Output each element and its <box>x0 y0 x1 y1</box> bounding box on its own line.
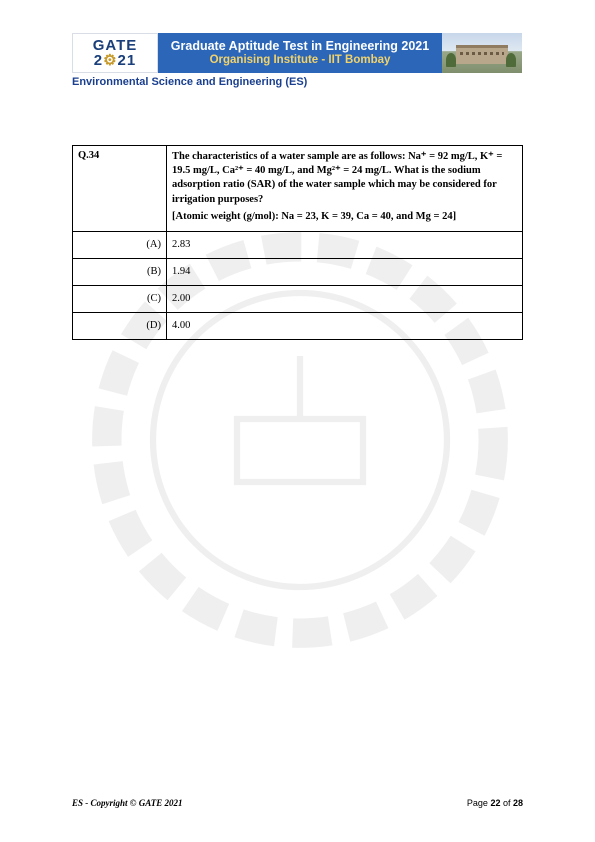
question-text: The characteristics of a water sample are as follows: Na⁺ = 92 mg/L, K⁺ = 19.5 mg/L, Ca²⁺ = 40 mg/L, and Mg²⁺ = 24 mg/L. What is the sodium adsorption ratio (SAR) of the water sample which may be considered for irrigation purposes? <box>172 151 503 205</box>
option-value: 4.00 <box>167 312 523 339</box>
question-table <box>72 145 523 340</box>
banner-title: Graduate Aptitude Test in Engineering 2021 <box>170 39 430 54</box>
header-banner <box>72 33 522 73</box>
option-row <box>73 231 523 258</box>
banner-subtitle: Organising Institute - IIT Bombay <box>209 53 391 66</box>
question-number: Q.34 <box>73 146 167 232</box>
option-value: 1.94 <box>167 258 523 285</box>
question-row <box>73 146 523 232</box>
campus-photo <box>442 33 522 73</box>
option-value: 2.00 <box>167 285 523 312</box>
page-number: 22 <box>490 798 501 808</box>
tree-shape <box>506 53 516 67</box>
building-shape <box>456 45 508 64</box>
gate-logo <box>72 33 158 73</box>
option-label: (B) <box>73 258 167 285</box>
footer-copyright: ES - Copyright © GATE 2021 <box>72 798 183 808</box>
gear-icon: ⚙ <box>103 52 118 69</box>
option-label: (A) <box>73 231 167 258</box>
option-label: (D) <box>73 312 167 339</box>
option-row <box>73 312 523 339</box>
option-row <box>73 285 523 312</box>
option-label: (C) <box>73 285 167 312</box>
question-body <box>167 146 523 232</box>
tree-shape <box>446 53 456 67</box>
page-total: 28 <box>512 798 523 808</box>
option-value: 2.83 <box>167 231 523 258</box>
logo-line1: GATE <box>92 37 138 54</box>
option-row <box>73 258 523 285</box>
footer-page-indicator: Page 22 of 28 <box>466 798 523 808</box>
subject-title: Environmental Science and Engineering (ES) <box>72 76 308 88</box>
logo-line2: 2⚙21 <box>93 52 137 69</box>
question-note: [Atomic weight (g/mol): Na = 23, K = 39, Ca = 40, and Mg = 24] <box>172 210 457 222</box>
banner-text <box>158 33 442 73</box>
